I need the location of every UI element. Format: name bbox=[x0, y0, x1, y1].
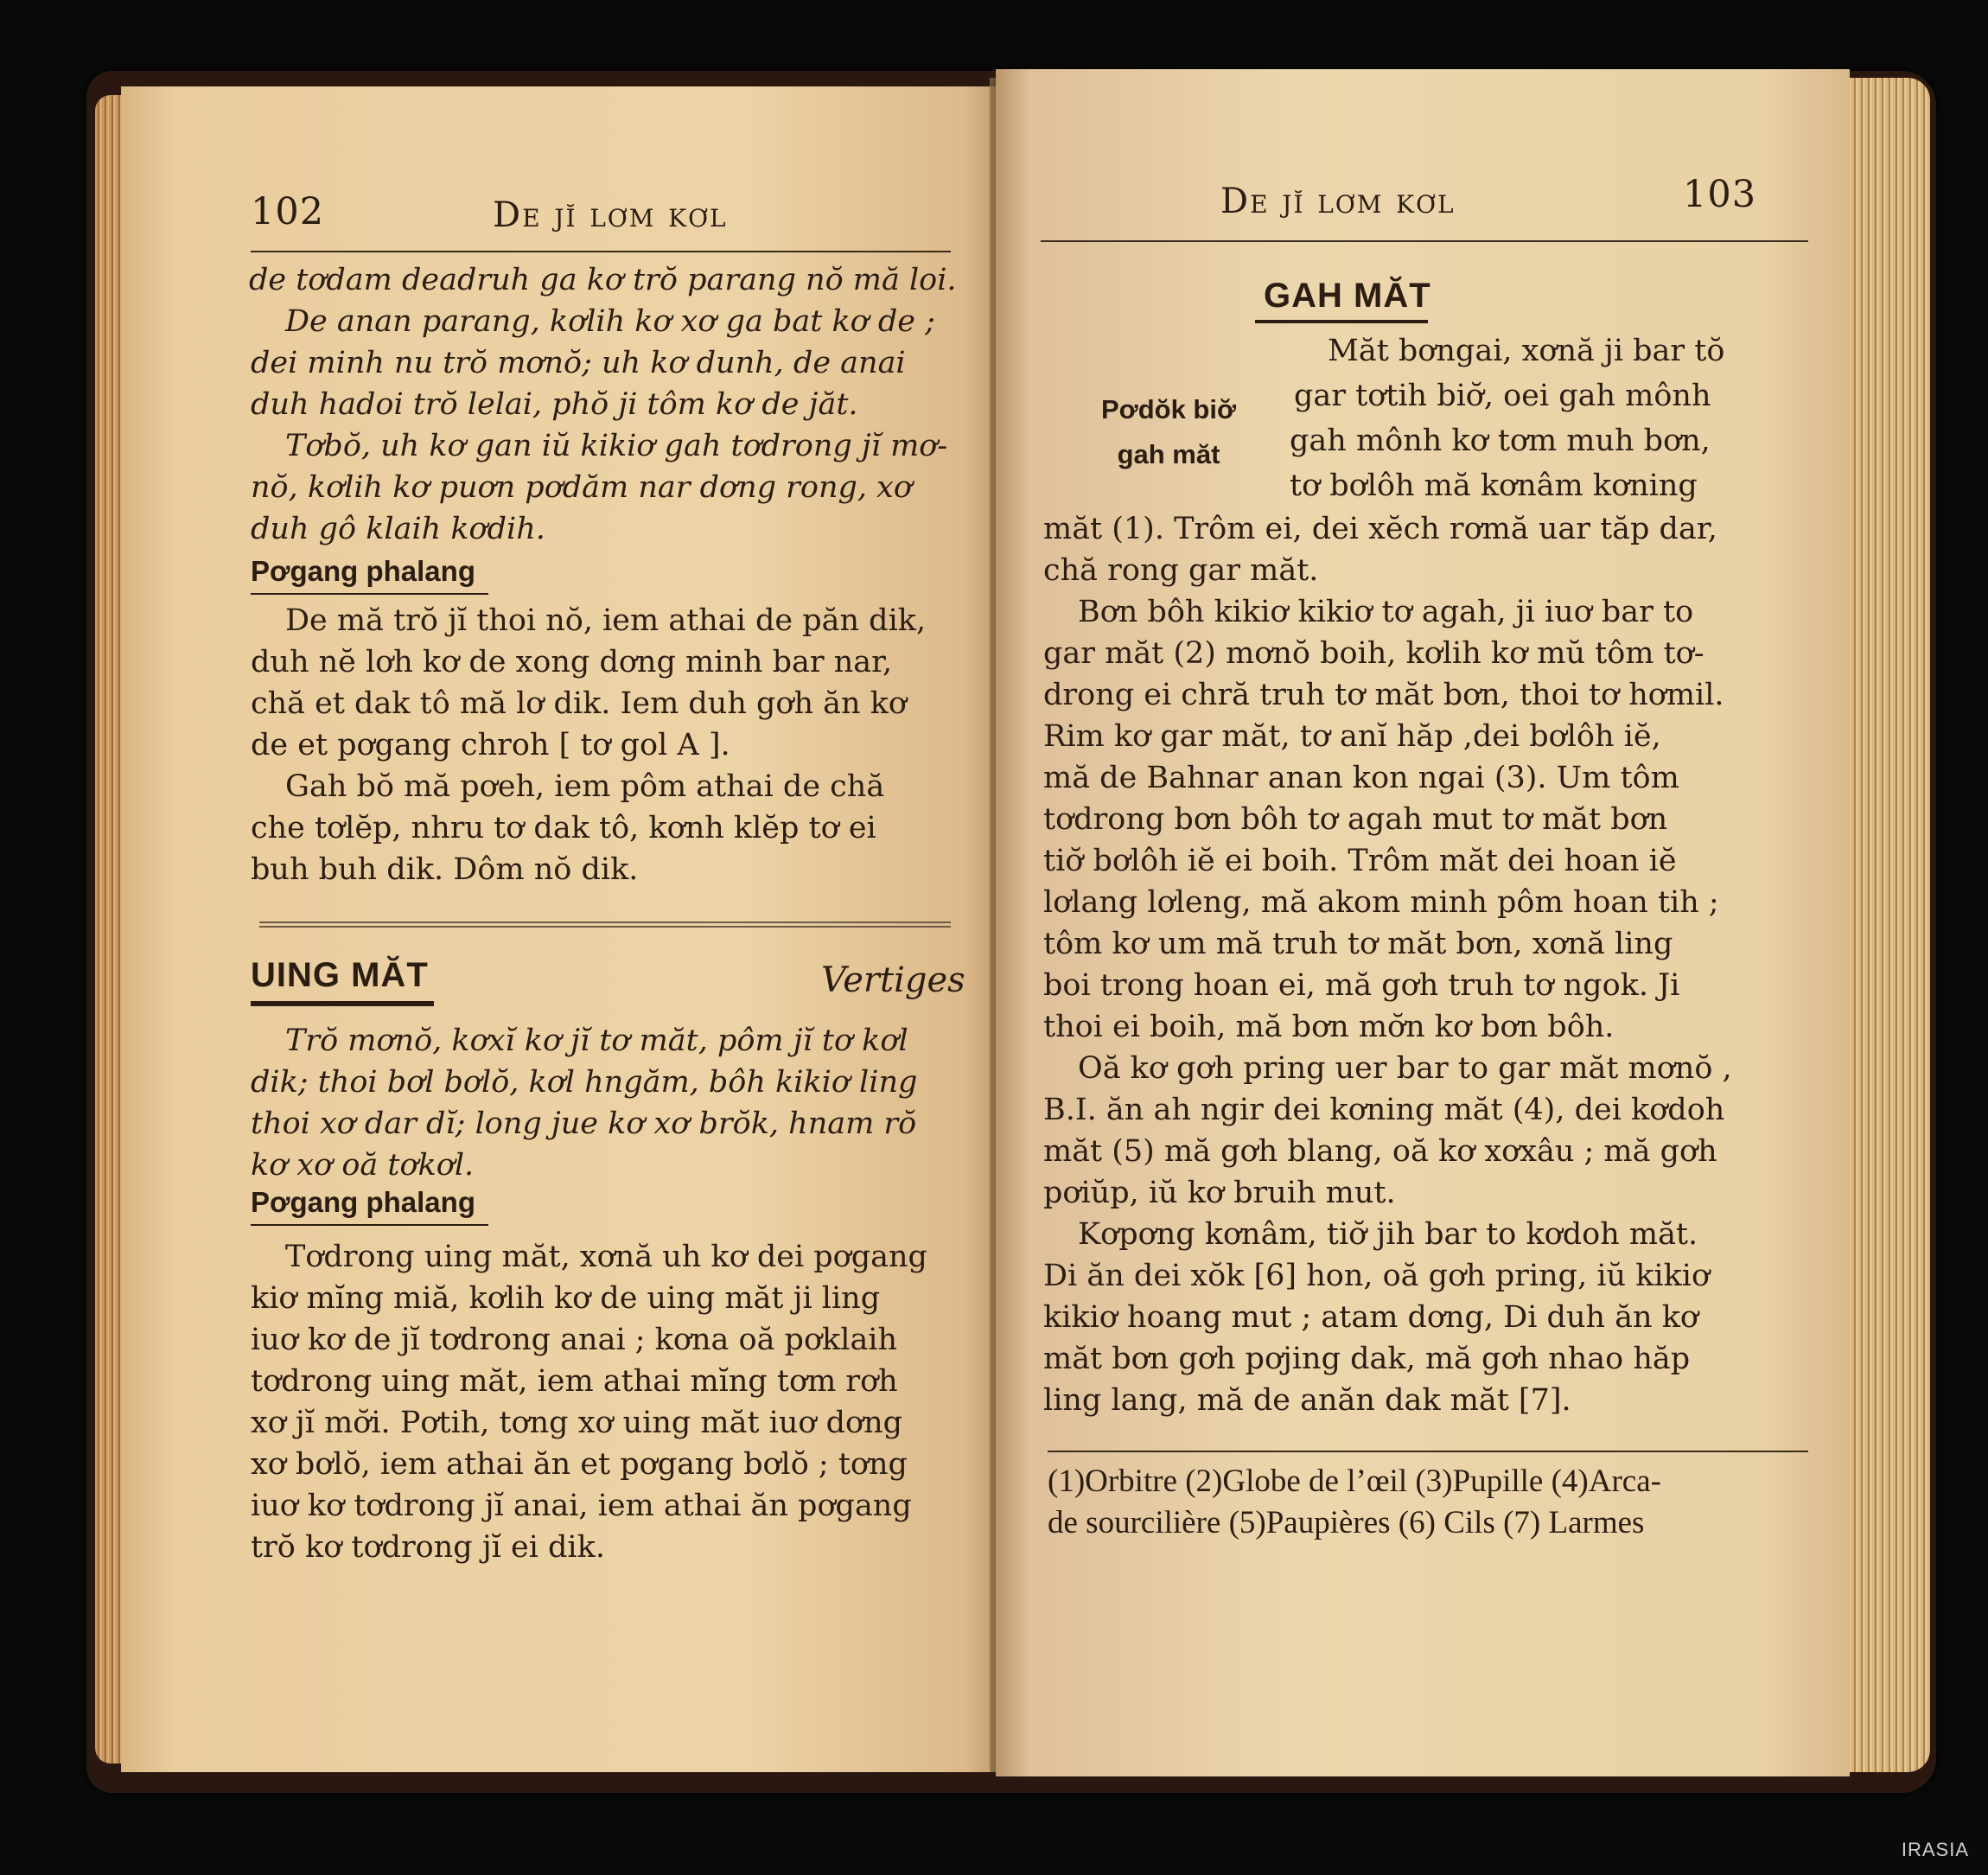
text-line: trŏ kơ tơdrong jĭ ei dik. bbox=[251, 1530, 605, 1565]
text-line: nŏ, kơlih kơ puơn pơdăm nar dơng rong, xơ bbox=[251, 470, 912, 505]
text-line: duh nĕ lơh kơ de xong dơng minh bar nar, bbox=[251, 645, 893, 679]
page-number-left: 102 bbox=[251, 190, 325, 233]
text-line: gar măt (2) mơnŏ boih, kơlih kơ mŭ tôm tơ- bbox=[1043, 636, 1704, 671]
text-line: de tơdam deadruh ga kơ trŏ parang nŏ mă loi. bbox=[249, 263, 957, 297]
text-line: duh gô klaih kơdih. bbox=[251, 512, 545, 546]
subhead-underline bbox=[251, 593, 488, 595]
text-line: Rim kơ gar măt, tơ anĭ hăp ,dei bơlôh iĕ, bbox=[1043, 719, 1661, 754]
text-line: thoi ei boih, mă bơn mơ̆n kơ bơn bôh. bbox=[1043, 1010, 1615, 1044]
text-line: tơdrong bơn bôh tơ agah mut tơ măt bơn bbox=[1043, 802, 1668, 837]
text-line: Oă kơ gơh pring uer bar to gar măt mơnŏ , bbox=[1078, 1051, 1732, 1086]
subhead-treatment-1: Pơgang phalang bbox=[251, 555, 475, 587]
subhead-underline bbox=[251, 1224, 488, 1226]
text-line: De mă trŏ jĭ thoi nŏ, iem athai de păn dik, bbox=[285, 603, 927, 638]
section-heading-french: Vertiges bbox=[821, 960, 965, 1000]
text-line: măt (1). Trôm ei, dei xĕch rơmă uar tăp dar, bbox=[1043, 512, 1717, 546]
text-line: Bơn bôh kikiơ kikiơ tơ agah, ji iuơ bar to bbox=[1078, 595, 1694, 629]
text-line: buh buh dik. Dôm nŏ dik. bbox=[251, 852, 639, 887]
text-line: pơiŭp, iŭ kơ bruih mut. bbox=[1043, 1176, 1396, 1210]
heading-underline bbox=[1255, 320, 1428, 323]
text-line: chă rong gar măt. bbox=[1043, 553, 1319, 588]
text-line: măt bơn gơh pơjing dak, mă gơh nhao hăp bbox=[1043, 1342, 1691, 1376]
right-page bbox=[996, 69, 1850, 1776]
text-line: De anan parang, kơlih kơ xơ ga bat kơ de ; bbox=[285, 304, 935, 339]
footnote-line: (1)Orbitre (2)Globe de l’œil (3)Pupille (4)Arca- bbox=[1048, 1464, 1661, 1499]
text-line: Tơbŏ, uh kơ gan iŭ kikiơ gah tơdrong jĭ mơ- bbox=[285, 429, 948, 463]
text-line: gah mônh kơ tơm muh bơn, bbox=[1290, 424, 1711, 458]
header-rule-right bbox=[1041, 240, 1808, 242]
text-line: B.I. ăn ah ngir dei kơning măt (4), dei kơdoh bbox=[1043, 1093, 1725, 1127]
text-line: xơ jĭ mơ̆i. Pơtih, tơng xơ uing măt iuơ dơng bbox=[251, 1406, 903, 1440]
text-line: xơ bơlŏ, iem athai ăn et pơgang bơlŏ ; tơng bbox=[251, 1447, 908, 1482]
text-line: dei minh nu trŏ mơnŏ; uh kơ dunh, de anai bbox=[251, 346, 906, 380]
text-line: che tơlĕp, nhru tơ dak tô, kơnh klĕp tơ ei bbox=[251, 811, 876, 845]
text-line: Kơpơng kơnâm, tiơ̆ jih bar to kơdoh măt. bbox=[1078, 1217, 1698, 1252]
text-line: boi trong hoan ei, mă gơh truh tơ ngok. Ji bbox=[1043, 968, 1680, 1003]
text-line: tôm kơ um mă truh tơ măt bơn, xơnă ling bbox=[1043, 927, 1673, 961]
text-line: tơ bơlôh mă kơnâm kơning bbox=[1290, 469, 1698, 503]
section-heading-vertigo: UING MĂT bbox=[251, 956, 429, 994]
section-divider bbox=[259, 922, 951, 928]
watermark: IRASIA bbox=[1901, 1839, 1969, 1860]
margin-note-line: gah măt bbox=[1117, 439, 1220, 469]
text-line: Gah bŏ mă pơeh, iem pôm athai de chă bbox=[285, 769, 885, 804]
section-heading-eye: GAH MĂT bbox=[1264, 277, 1431, 315]
margin-note bbox=[1065, 387, 1272, 477]
page-number-right: 103 bbox=[1683, 173, 1757, 216]
text-line: dik; thoi bơl bơlŏ, kơl hngăm, bôh kikiơ ling bbox=[251, 1065, 918, 1100]
left-page bbox=[121, 86, 1010, 1772]
heading-underline bbox=[251, 1001, 434, 1006]
margin-note-line: Pơdŏk biơ̆ bbox=[1100, 394, 1237, 424]
text-line: tiơ̆ bơlôh iĕ ei boih. Trôm măt dei hoan iĕ bbox=[1043, 844, 1677, 878]
running-head-left: De jĭ lơm kơl bbox=[493, 195, 728, 235]
running-head-right: De jĭ lơm kơl bbox=[1220, 182, 1456, 221]
text-line: de et pơgang chroh [ tơ gol A ]. bbox=[251, 728, 730, 762]
header-rule-left bbox=[251, 251, 951, 252]
text-line: Trŏ mơnŏ, kơxĭ kơ jĭ tơ măt, pôm jĭ tơ kơl bbox=[285, 1024, 908, 1058]
subhead-treatment-2: Pơgang phalang bbox=[251, 1186, 475, 1218]
text-line: ling lang, mă de anăn dak măt [7]. bbox=[1043, 1383, 1571, 1418]
footnote-line: de sourcilière (5)Paupières (6) Cils (7) Larmes bbox=[1048, 1505, 1645, 1540]
text-line: tơdrong uing măt, iem athai mĭng tơm rơh bbox=[251, 1364, 898, 1399]
text-line: thoi xơ dar dĭ; long jue kơ xơ brŏk, hnam rŏ bbox=[251, 1107, 917, 1141]
text-line: gar tơtih biơ̆, oei gah mônh bbox=[1294, 379, 1711, 413]
text-line: Măt bơngai, xơnă ji bar tŏ bbox=[1328, 334, 1725, 368]
text-line: duh hadoi trŏ lelai, phŏ ji tôm kơ de jăt. bbox=[251, 387, 858, 422]
text-line: iuơ kơ tơdrong jĭ anai, iem athai ăn pơgang bbox=[251, 1489, 912, 1523]
text-line: chă et dak tô mă lơ dik. Iem duh gơh ăn kơ bbox=[251, 686, 907, 721]
text-line: iuơ kơ de jĭ tơdrong anai ; kơna oă pơklaih bbox=[251, 1323, 898, 1357]
text-line: kơ xơ oă tơkơl. bbox=[251, 1148, 475, 1183]
text-line: lơlang lơleng, mă akom minh pôm hoan tih ; bbox=[1043, 885, 1719, 920]
text-line: drong ei chră truh tơ măt bơn, thoi tơ hơmil. bbox=[1043, 678, 1724, 712]
text-line: Di ăn dei xŏk [6] hon, oă gơh pring, iŭ kikiơ bbox=[1043, 1259, 1711, 1293]
text-line: mă de Bahnar anan kon ngai (3). Um tôm bbox=[1043, 761, 1679, 795]
text-line: Tơdrong uing măt, xơnă uh kơ dei pơgang bbox=[285, 1240, 927, 1274]
text-line: kikiơ hoang mut ; atam dơng, Di duh ăn kơ bbox=[1043, 1300, 1698, 1335]
text-line: măt (5) mă gơh blang, oă kơ xơxâu ; mă gơh bbox=[1043, 1134, 1717, 1169]
footnote-rule bbox=[1048, 1451, 1808, 1452]
text-line: kiơ mĭng miă, kơlih kơ de uing măt ji ling bbox=[251, 1281, 881, 1316]
